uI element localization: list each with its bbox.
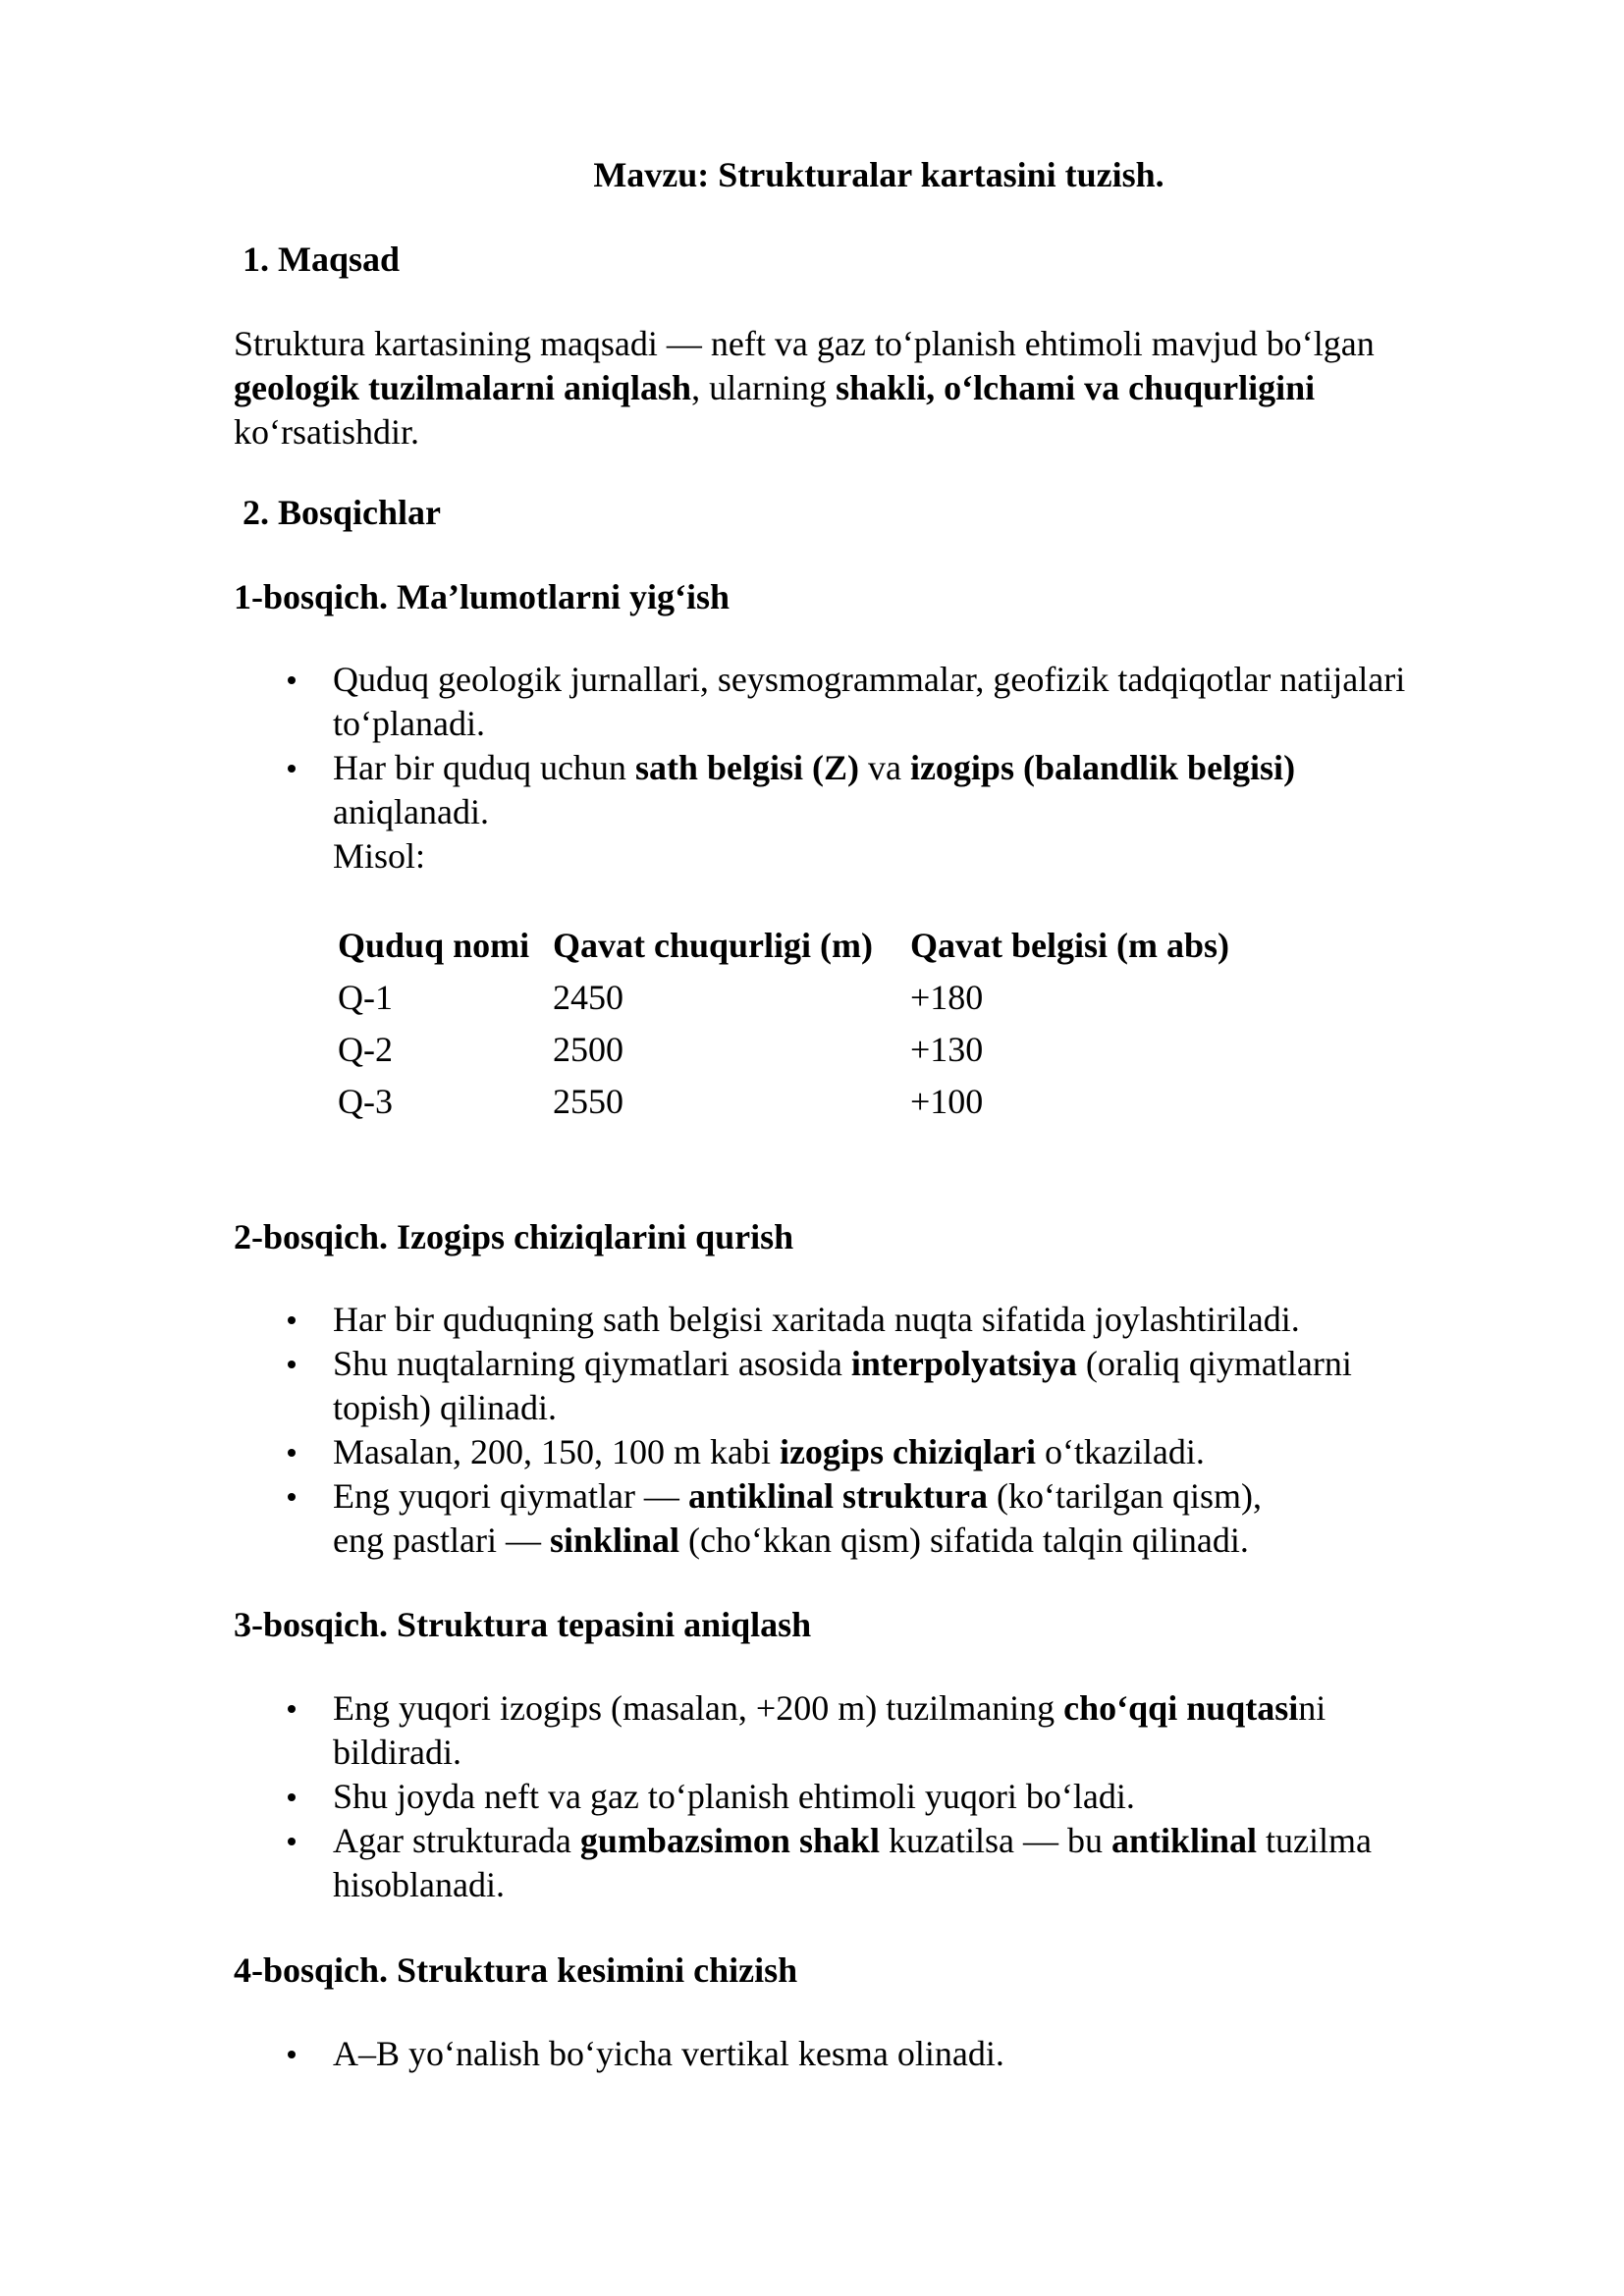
list-item	[234, 2032, 1530, 2076]
item-line: bildiradi.	[333, 1733, 461, 1772]
table-cell: Q-3	[338, 1082, 393, 1121]
plain-text: Har bir quduq uchun	[333, 748, 635, 787]
item-line	[333, 1342, 1530, 1386]
plain-text: (ko‘tarilgan qism),	[988, 1476, 1262, 1516]
list-item	[234, 1819, 1530, 1907]
item-line: hisoblanadi.	[333, 1865, 505, 1904]
plain-text: Eng yuqori qiymatlar —	[333, 1476, 688, 1516]
bold-text: sath belgisi (Z)	[634, 748, 859, 787]
bold-text: cho‘qqi nuqtasi	[1063, 1688, 1299, 1728]
table-cell: 2550	[553, 1082, 623, 1121]
item-line	[333, 1474, 1530, 1519]
item-line: topish) qilinadi.	[333, 1388, 557, 1427]
table-cell: +130	[910, 1030, 984, 1069]
item-line	[333, 1519, 1530, 1563]
bold-text: shakli, o‘lchami va chuqurligini	[836, 368, 1316, 407]
bold-text: sinklinal	[549, 1521, 680, 1560]
maqsad-line-3: ko‘rsatishdir.	[234, 412, 419, 452]
table-cell: +100	[910, 1082, 984, 1121]
table-row	[338, 976, 1229, 1028]
list-item	[234, 1430, 1530, 1474]
item-line	[333, 746, 1530, 790]
plain-text: kuzatilsa — bu	[880, 1821, 1111, 1860]
item-line: Har bir quduqning sath belgisi xaritada nuqta sifatida joylashtiriladi.	[333, 1300, 1300, 1339]
plain-text: (oraliq qiymatlarni	[1076, 1344, 1352, 1383]
plain-text: ni	[1298, 1688, 1326, 1728]
step2-list	[234, 1298, 1530, 1563]
bullet-icon	[288, 2051, 296, 2058]
item-line: Shu joyda neft va gaz to‘planish ehtimoli yuqori bo‘ladi.	[333, 1777, 1135, 1816]
item-line: Quduq geologik jurnallari, seysmogrammalar, geofizik tadqiqotlar natijalari	[333, 660, 1406, 699]
step3-heading: 3-bosqich. Struktura tepasini aniqlash	[234, 1605, 812, 1644]
column-header: Qavat belgisi (m abs)	[910, 926, 1230, 965]
plain-text: Agar strukturada	[333, 1821, 580, 1860]
step2-heading: 2-bosqich. Izogips chiziqlarini qurish	[234, 1217, 794, 1256]
plain-text: (cho‘kkan qism) sifatida talqin qilinadi.	[679, 1521, 1249, 1560]
item-line: aniqlanadi.	[333, 792, 489, 831]
table-cell: Q-1	[338, 978, 393, 1017]
maqsad-line-2	[234, 366, 1510, 410]
column-header: Qavat chuqurligi (m)	[553, 926, 874, 965]
step1-list	[234, 658, 1530, 879]
item-line	[333, 1430, 1530, 1474]
plain-text: Shu nuqtalarning qiymatlari asosida	[333, 1344, 851, 1383]
section-heading-maqsad: 1. Maqsad	[243, 240, 401, 279]
step4-heading: 4-bosqich. Struktura kesimini chizish	[234, 1950, 798, 1990]
step3-list	[234, 1686, 1530, 1907]
bullet-icon	[288, 1838, 296, 1845]
table-cell: 2500	[553, 1030, 623, 1069]
maqsad-paragraph	[234, 322, 1510, 454]
plain-text: tuzilma	[1257, 1821, 1372, 1860]
bold-text: geologik tuzilmalarni aniqlash	[234, 368, 692, 407]
plain-text: o‘tkaziladi.	[1035, 1432, 1205, 1471]
list-item	[234, 746, 1530, 879]
list-item	[234, 1775, 1530, 1819]
bullet-icon	[288, 765, 296, 773]
bold-text: izogips (balandlik belgisi)	[909, 748, 1296, 787]
bullet-icon	[288, 1449, 296, 1457]
bullet-icon	[288, 1705, 296, 1713]
bold-text: interpolyatsiya	[850, 1344, 1077, 1383]
bullet-icon	[288, 1316, 296, 1324]
bold-text: antiklinal struktura	[687, 1476, 989, 1516]
item-line	[333, 1819, 1530, 1863]
item-line: to‘planadi.	[333, 704, 485, 743]
list-item	[234, 1686, 1530, 1775]
list-item	[234, 1298, 1530, 1342]
list-item	[234, 1342, 1530, 1430]
list-item	[234, 658, 1530, 746]
bullet-icon	[288, 1493, 296, 1501]
plain-text: , ularning	[691, 368, 837, 407]
bullet-icon	[288, 1793, 296, 1801]
plain-text: Eng yuqori izogips (masalan, +200 m) tuzilmaning	[333, 1688, 1064, 1728]
table-cell: 2450	[553, 978, 623, 1017]
bold-text: antiklinal	[1110, 1821, 1258, 1860]
table-row	[338, 1028, 1229, 1080]
column-header: Quduq nomi	[338, 926, 530, 965]
plain-text: Masalan, 200, 150, 100 m kabi	[333, 1432, 780, 1471]
maqsad-line-1: Struktura kartasining maqsadi — neft va gaz to‘planish ehtimoli mavjud bo‘lgan	[234, 324, 1375, 363]
step1-heading: 1-bosqich. Ma’lumotlarni yig‘ish	[234, 577, 731, 616]
table-header-row	[338, 924, 1229, 976]
list-item	[234, 1474, 1530, 1563]
bullet-icon	[288, 1361, 296, 1368]
bold-text: izogips chiziqlari	[779, 1432, 1036, 1471]
document-title: Mavzu: Strukturalar kartasini tuzish.	[593, 155, 1164, 194]
bold-text: gumbazsimon shakl	[579, 1821, 881, 1860]
wells-table	[338, 924, 1229, 1132]
plain-text: va	[858, 748, 910, 787]
item-line: Misol:	[333, 836, 426, 876]
table-row	[338, 1080, 1229, 1132]
bullet-icon	[288, 676, 296, 684]
item-line	[333, 1686, 1530, 1731]
step4-list	[234, 2032, 1530, 2076]
section-heading-bosqichlar: 2. Bosqichlar	[243, 493, 442, 532]
table-cell: Q-2	[338, 1030, 393, 1069]
table-cell: +180	[910, 978, 984, 1017]
plain-text: eng pastlari —	[333, 1521, 550, 1560]
item-line: A–B yo‘nalish bo‘yicha vertikal kesma olinadi.	[333, 2034, 1004, 2073]
